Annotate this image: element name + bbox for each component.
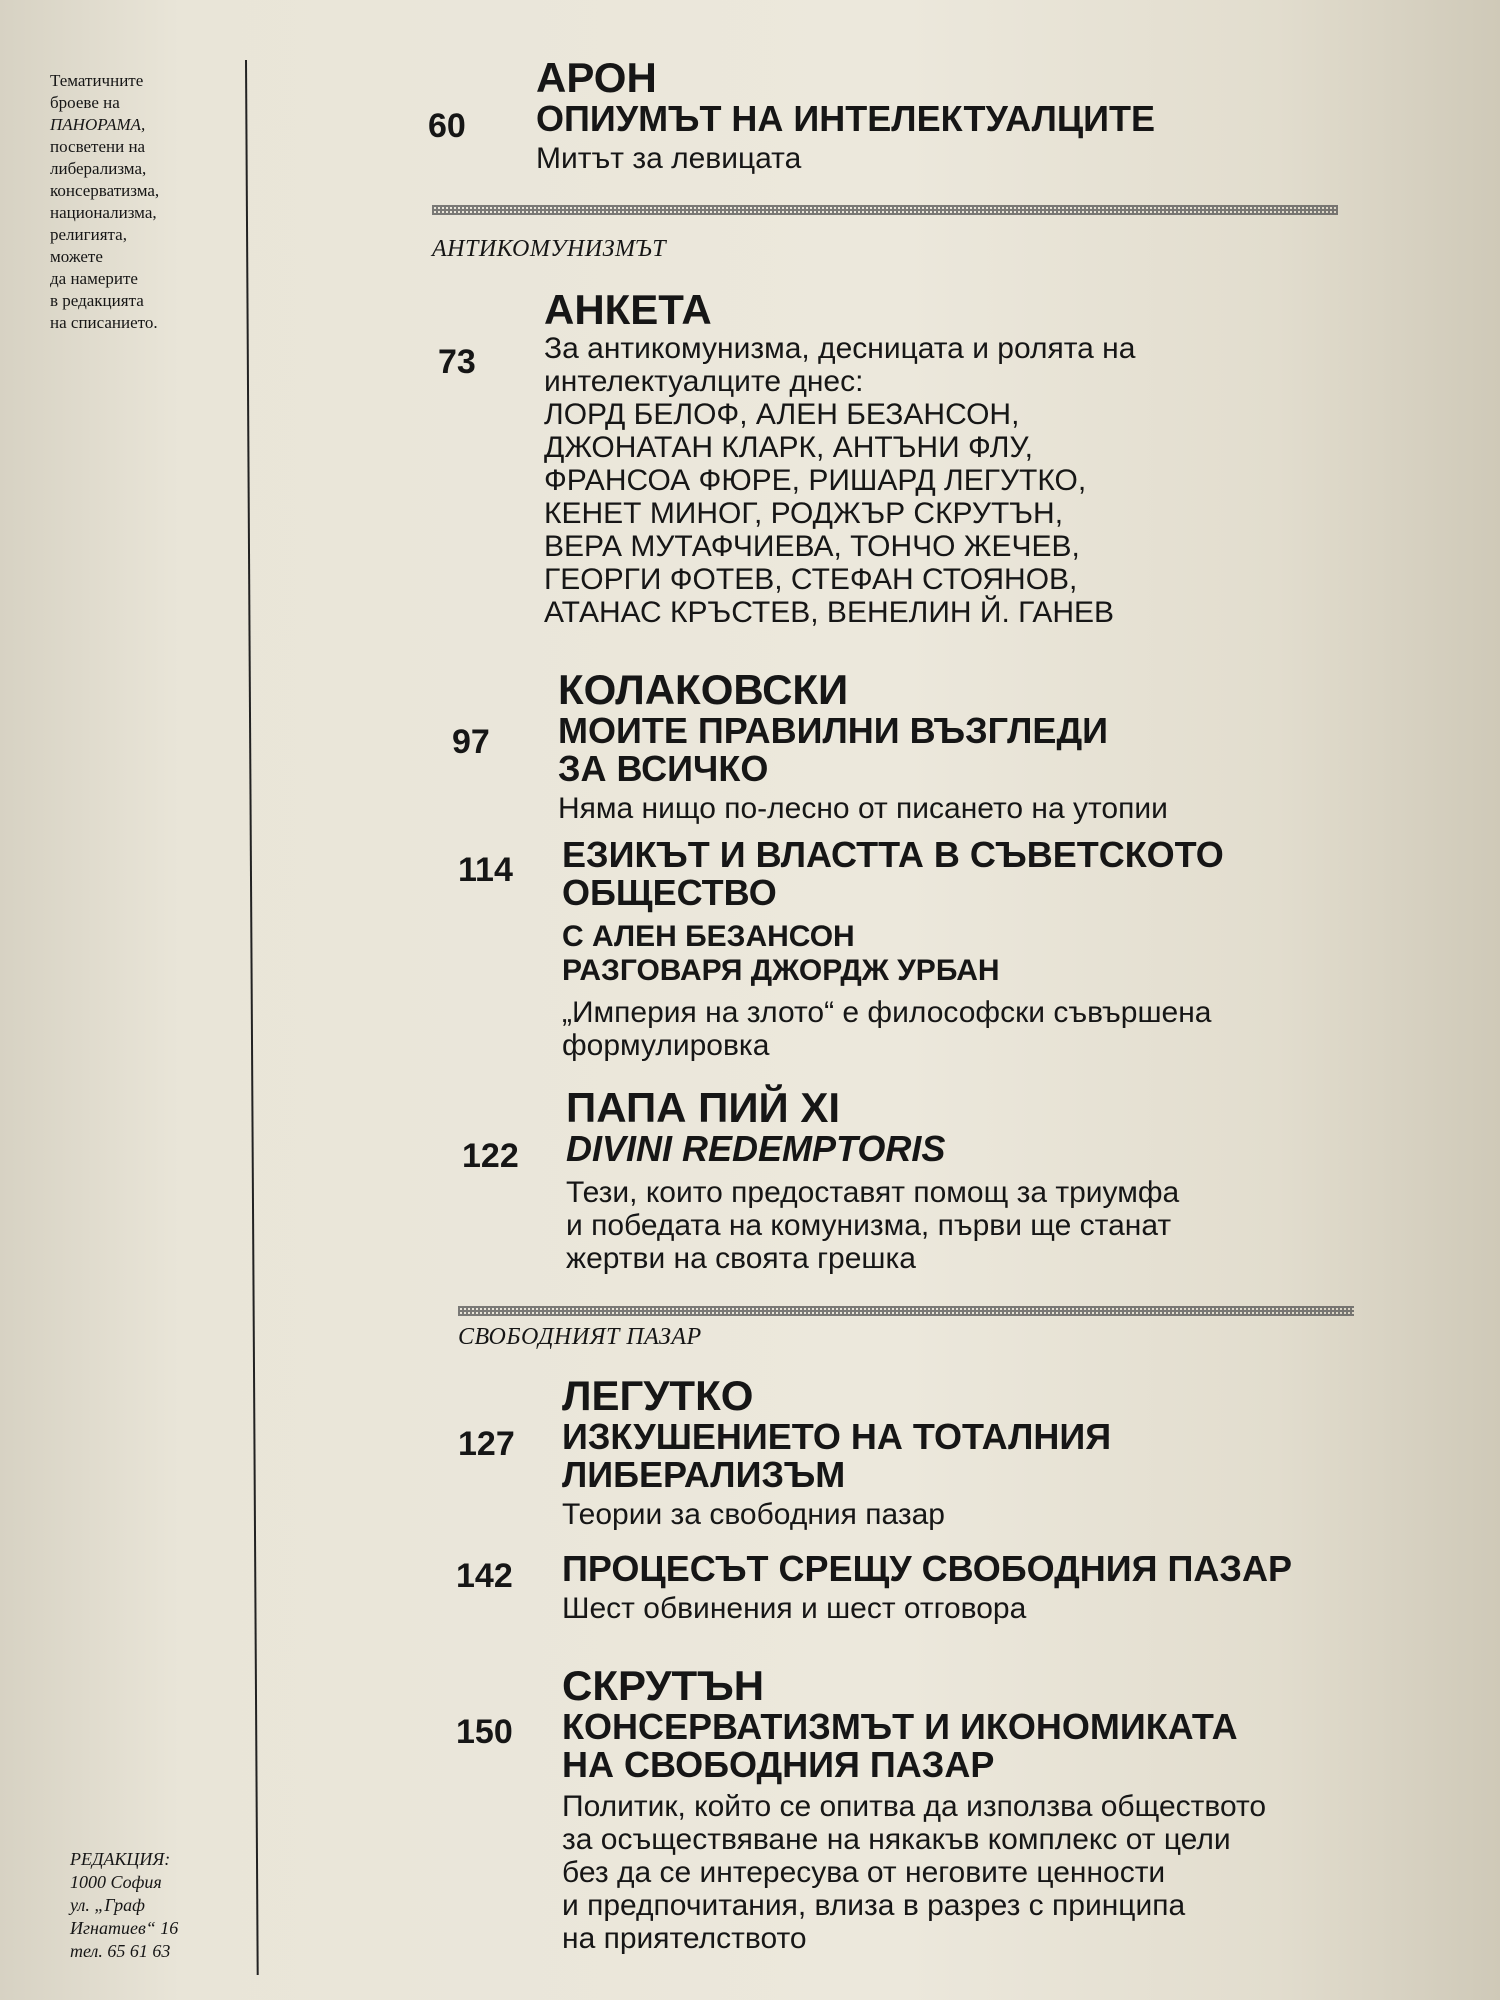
entry-author: КОЛАКОВСКИ [558,666,849,713]
sidebar-line: либерализма, [50,159,147,178]
editorial-line: ул. „Граф [70,1895,145,1915]
entry-line: ВЕРА МУТАФЧИЕВА, ТОНЧО ЖЕЧЕВ, [544,530,1080,563]
entry-interview: С АЛЕН БЕЗАНСОН [562,920,855,953]
page-number: 150 [456,1713,513,1751]
entry-subtitle: и предпочитания, влиза в разрез с принципа [562,1889,1186,1922]
section-heading: АНТИКОМУНИЗМЪТ [432,236,667,262]
editorial-line: Игнатиев“ 16 [70,1918,179,1938]
entry-title: ПРОЦЕСЪТ СРЕЩУ СВОБОДНИЯ ПАЗАР [562,1548,1292,1589]
page-number: 127 [458,1425,515,1463]
toc-entry-survey[interactable] [544,288,1444,629]
entry-line: За антикомунизма, десницата и ролята на [544,332,1136,365]
entry-subtitle: Теории за свободния пазар [562,1498,945,1531]
entry-interview: РАЗГОВАРЯ ДЖОРДЖ УРБАН [562,954,1000,987]
entry-line: ДЖОНАТАН КЛАРК, АНТЪНИ ФЛУ, [544,431,1033,464]
toc-entry-language-power[interactable] [562,836,1462,1062]
entry-author: АНКЕТА [544,286,712,333]
sidebar-line: броеве на [50,93,120,112]
sidebar-line: ПАНОРАМА, [50,115,146,134]
entry-line: ГЕОРГИ ФОТЕВ, СТЕФАН СТОЯНОВ, [544,563,1078,596]
page-number: 114 [458,851,513,889]
entry-subtitle: Политик, който се опитва да използва обществото [562,1790,1267,1823]
entry-subtitle: „Империя на злото“ е философски съвършена [562,996,1212,1029]
sidebar-line: национализма, [50,203,157,222]
toc-entry-kolakowski[interactable] [558,668,1438,826]
entry-subtitle: жертви на своята грешка [566,1242,916,1275]
editorial-line: 1000 София [70,1872,162,1892]
sidebar-line: религията, [50,225,127,244]
page-number: 97 [452,723,490,761]
entry-author: АРОН [536,54,657,101]
sidebar-note [50,70,240,334]
page-number: 142 [456,1557,513,1595]
section-separator [432,205,1338,215]
entry-title: КОНСЕРВАТИЗМЪТ И ИКОНОМИКАТА [562,1706,1238,1747]
section-heading: СВОБОДНИЯТ ПАЗАР [458,1324,702,1350]
toc-entry-aron[interactable] [536,56,1436,176]
sidebar-line: можете [50,247,103,266]
entry-title: ИЗКУШЕНИЕТО НА ТОТАЛНИЯ [562,1416,1112,1457]
sidebar-line: в редакцията [50,291,144,310]
entry-line: интелектуалците днес: [544,365,864,398]
entry-line: ФРАНСОА ФЮРЕ, РИШАРД ЛЕГУТКО, [544,464,1087,497]
toc-entry-trial-market[interactable] [562,1550,1462,1626]
sidebar-line: Тематичните [50,71,144,90]
section-separator [458,1306,1354,1316]
entry-subtitle: Няма нищо по-лесно от писането на утопии [558,792,1168,825]
page-number: 122 [462,1137,519,1175]
page-number: 60 [428,107,466,145]
entry-title: DIVINI REDEMPTORIS [566,1128,946,1169]
entry-subtitle: формулировка [562,1029,770,1062]
sidebar-line: консерватизма, [50,181,160,200]
toc-entry-legutko[interactable] [562,1374,1442,1532]
entry-line: АТАНАС КРЪСТЕВ, ВЕНЕЛИН Й. ГАНЕВ [544,596,1115,629]
entry-author: ЛЕГУТКО [562,1372,754,1419]
editorial-address [70,1848,270,1963]
entry-title: ОПИУМЪТ НА ИНТЕЛЕКТУАЛЦИТЕ [536,98,1155,139]
sidebar-line: да намерите [50,269,138,288]
entry-line: ЛОРД БЕЛОФ, АЛЕН БЕЗАНСОН, [544,398,1020,431]
entry-title: ЛИБЕРАЛИЗЪМ [562,1454,846,1495]
toc-entry-scruton[interactable] [562,1664,1462,1955]
page-number: 73 [438,343,476,381]
entry-subtitle: без да се интересува от неговите ценности [562,1856,1166,1889]
entry-title: ЕЗИКЪТ И ВЛАСТТА В СЪВЕТСКОТО [562,834,1224,875]
entry-author: СКРУТЪН [562,1662,765,1709]
sidebar-line: на списанието. [50,313,158,332]
entry-title: ЗА ВСИЧКО [558,748,769,789]
entry-title: ОБЩЕСТВО [562,872,777,913]
entry-subtitle: и победата на комунизма, първи ще станат [566,1209,1172,1242]
entry-author: ПАПА ПИЙ XI [566,1084,841,1131]
entry-subtitle: на приятелството [562,1922,807,1955]
entry-line: КЕНЕТ МИНОГ, РОДЖЪР СКРУТЪН, [544,497,1064,530]
entry-subtitle: Митът за левицата [536,142,802,175]
sidebar-line: посветени на [50,137,146,156]
entry-subtitle: Тези, които предоставят помощ за триумфа [566,1176,1180,1209]
entry-title: МОИТЕ ПРАВИЛНИ ВЪЗГЛЕДИ [558,710,1108,751]
entry-subtitle: Шест обвинения и шест отговора [562,1592,1027,1625]
editorial-line: РЕДАКЦИЯ: [70,1849,171,1869]
entry-subtitle: за осъществяване на някакъв комплекс от цели [562,1823,1231,1856]
toc-entry-pius[interactable] [566,1086,1446,1275]
editorial-line: тел. 65 61 63 [70,1941,171,1961]
entry-title: НА СВОБОДНИЯ ПАЗАР [562,1744,995,1785]
